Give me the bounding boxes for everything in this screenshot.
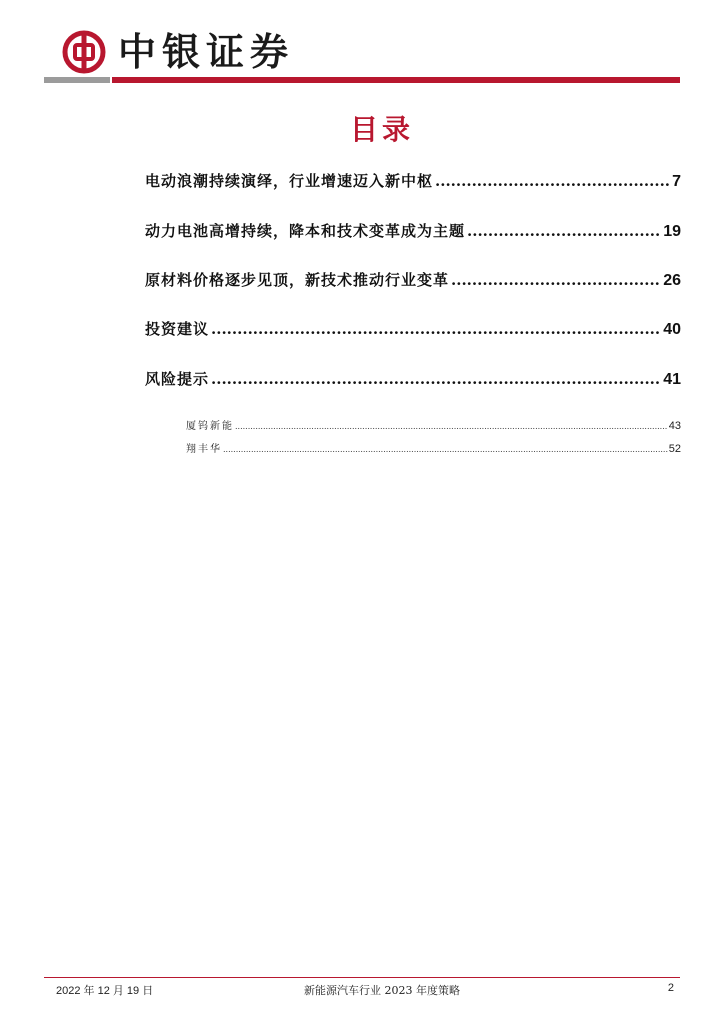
toc-entry-title: 原材料价格逐步见顶，新技术推动行业变革 [145,271,450,289]
header-rule-red [112,77,680,83]
toc-entry-page: 26 [663,272,681,289]
toc-entry[interactable] [145,220,681,241]
bank-of-china-logo-icon [62,30,106,74]
toc-leader-dots [235,422,668,431]
toc-entry[interactable] [145,170,681,191]
brand-name: 中银证券 [118,29,295,74]
toc-entry-title: 电动浪潮持续演绎，行业增速迈入新中枢 [145,172,434,190]
toc-subentry-title: 厦钨新能 [186,421,234,432]
header-rule-gray [44,77,110,83]
toc-entry-title: 投资建议 [145,320,210,338]
toc-entry-page: 7 [672,173,681,190]
toc-subentry[interactable] [186,440,681,455]
footer-rule [44,977,680,978]
page-header [0,0,724,90]
toc-entry-page: 41 [663,371,681,388]
toc-leader-dots [451,271,661,289]
toc-entry[interactable] [145,368,681,389]
footer-page-number: 2 [667,982,674,994]
footer-report-title: 新能源汽车行业 2023 年度策略 [304,984,460,997]
toc-leader-dots [467,222,661,240]
footer-date: 2022 年 12 月 19 日 [56,985,154,997]
toc-leader-dots [435,172,670,190]
toc-entry-page: 40 [663,321,681,338]
toc-subentry[interactable] [186,417,681,432]
toc-entry-page: 19 [663,223,681,240]
toc-leader-dots [211,370,661,388]
toc-entry-title: 风险提示 [145,370,210,388]
toc-subentry-page: 52 [668,443,681,455]
toc-title: 目录 [349,113,414,146]
toc-leader-dots [223,445,668,454]
toc-entry-title: 动力电池高增持续，降本和技术变革成为主题 [145,222,466,240]
toc-subentry-title: 翔丰华 [186,444,222,455]
toc-subentry-page: 43 [668,420,681,432]
toc-entry[interactable] [145,318,681,339]
toc-leader-dots [211,320,661,338]
toc-entry[interactable] [145,269,681,290]
